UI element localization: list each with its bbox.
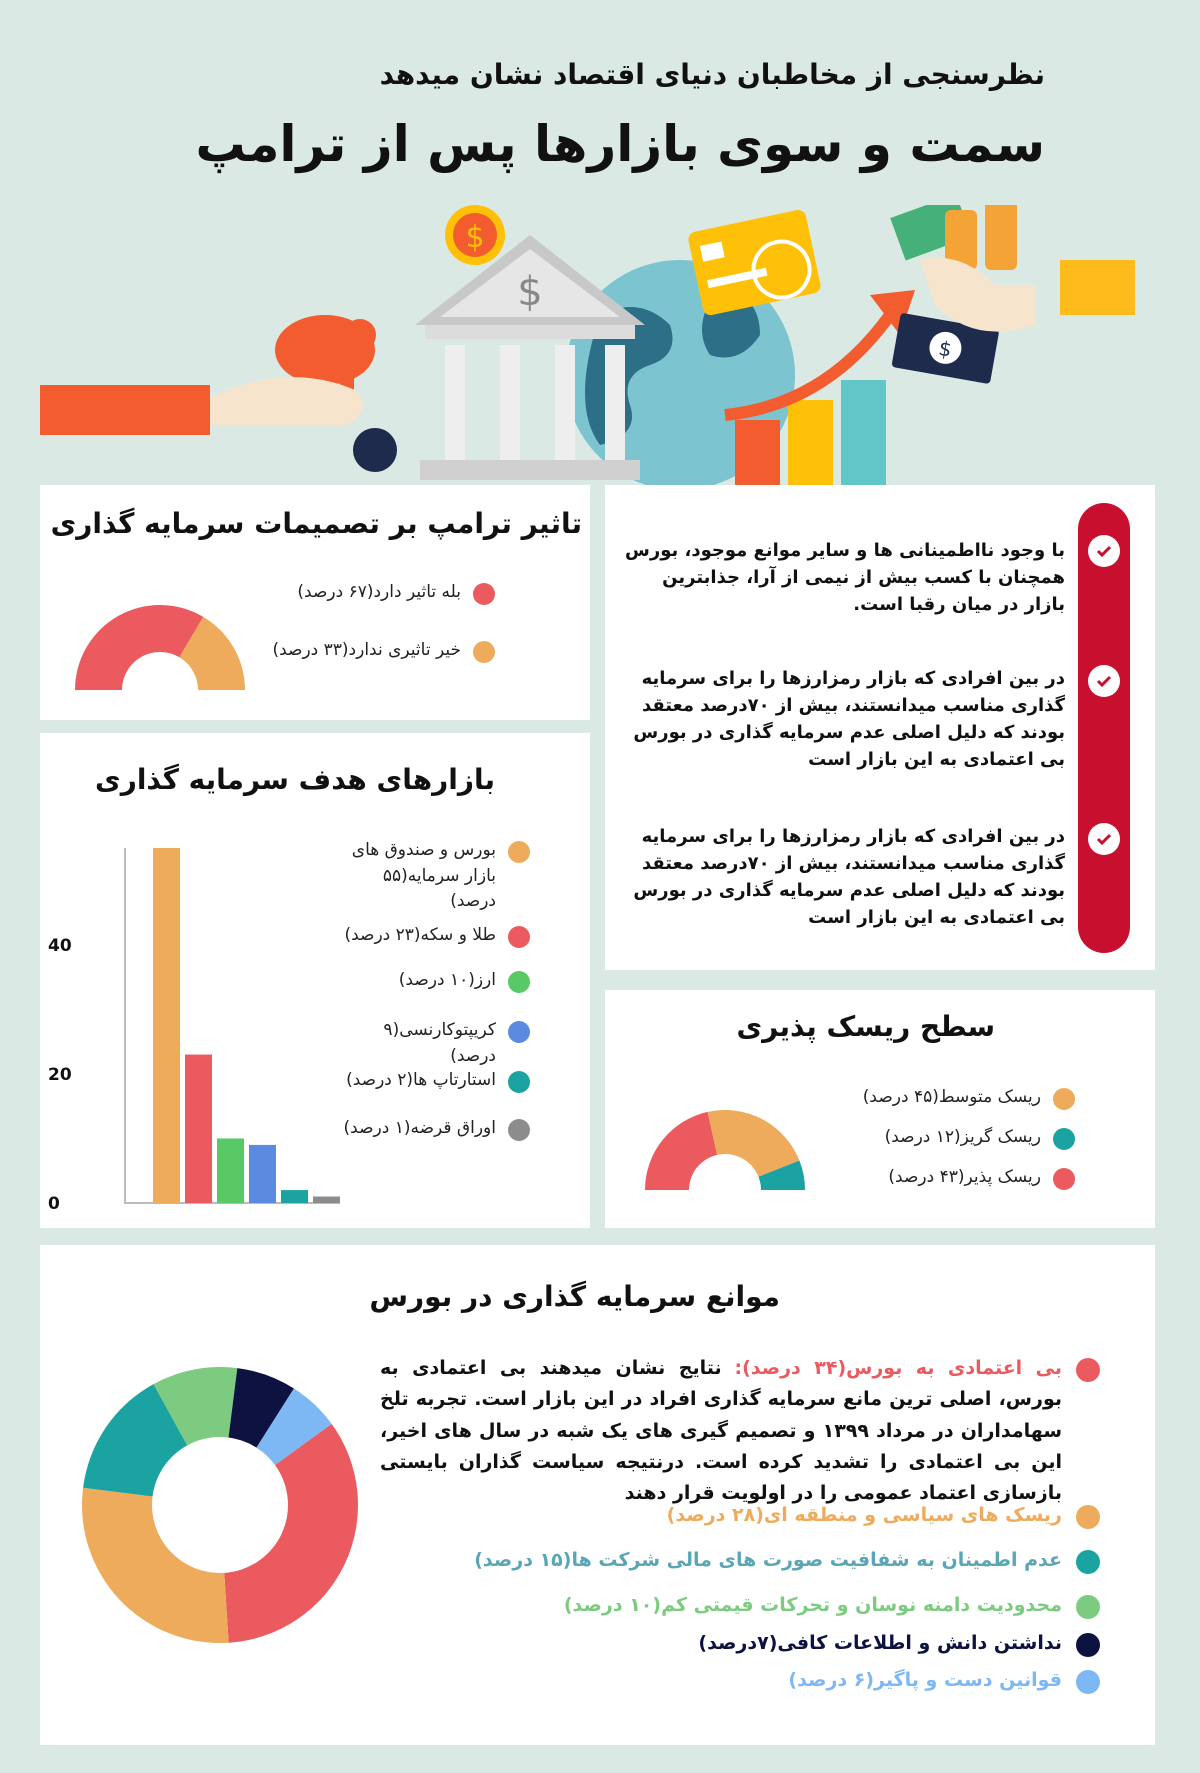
points-ribbon — [1078, 503, 1130, 953]
legend-dot — [473, 641, 495, 663]
legend-label: قوانین دست و پاگیر(۶ درصد) — [788, 1669, 1062, 1691]
growth-bar — [788, 400, 833, 485]
bank-icon — [415, 235, 645, 480]
bar — [249, 1145, 276, 1203]
legend-item: خیر تاثیری ندارد(۳۳ درصد) — [272, 638, 495, 664]
target-markets-chart — [40, 823, 340, 1223]
bar — [217, 1138, 244, 1203]
legend-dot — [1076, 1550, 1100, 1574]
bar — [185, 1055, 212, 1203]
risk-title: سطح ریسک پذیری — [736, 1010, 995, 1043]
legend-label: ارز(۱۰ درصد) — [398, 970, 496, 990]
legend-label: استارتاپ ها(۲ درصد) — [346, 1070, 496, 1090]
donut-slice — [224, 1424, 358, 1643]
legend-item — [340, 968, 530, 994]
legend-item: ریسک متوسط(۴۵ درصد) — [863, 1085, 1075, 1111]
svg-text:$: $ — [517, 269, 543, 315]
hand-icon — [920, 258, 1135, 332]
risk-chart — [640, 1100, 810, 1195]
legend-label: طلا و سکه(۲۳ درصد) — [344, 925, 496, 945]
legend-dot — [1076, 1670, 1100, 1694]
svg-text:$: $ — [936, 335, 954, 362]
legend-dot — [1076, 1633, 1100, 1657]
obstacle-item — [788, 1665, 1100, 1696]
subtitle: نظرسنجی از مخاطبان دنیای اقتصاد نشان میدهد — [379, 58, 1045, 91]
obstacle-item — [564, 1590, 1100, 1621]
legend-dot — [1053, 1128, 1075, 1150]
target-markets-panel — [40, 733, 590, 1228]
legend-item — [340, 1116, 530, 1142]
legend-dot — [508, 1071, 530, 1093]
trump-impact-panel — [40, 485, 590, 720]
key-point: در بین افرادی که بازار رمزارزها را برای سرمایه گذاری مناسب میدانستند، بیش از ۷۰درصد معتقد بودند که دلیل اصلی عدم سرمایه گذاری در بورس بی اعتمادی به این بازار است — [633, 668, 1065, 770]
legend-dot — [508, 1021, 530, 1043]
check-icon — [1088, 535, 1120, 567]
bar — [281, 1190, 308, 1203]
donut-slice — [82, 1488, 229, 1643]
page-title: سمت و سوی بازارها پس از ترامپ — [195, 115, 1045, 173]
legend-label: نداشتن دانش و اطلاعات کافی(۷درصد) — [698, 1632, 1062, 1654]
legend-dot — [1076, 1505, 1100, 1529]
obstacles-panel — [40, 1245, 1155, 1745]
growth-bar — [841, 380, 886, 485]
obstacle-item: بی اعتمادی به بورس(۳۴ درصد): نتایج نشان میدهند بی اعتمادی به بورس، اصلی ترین مانع سرمایه گذاری افراد در این بازار است. تجربه تلخ سهامداران در مرداد ۱۳۹۹ و تصمیم گیری های یک شبه در سال های اخیر، این بی اعتمادی را تشدید کرده است. درنتیجه سیاست گذاران بایستی بازسازی اعتماد عمومی را در اولویت قرار دهند — [380, 1353, 1100, 1510]
pie-slice — [75, 605, 203, 690]
hero-illustration — [40, 205, 1170, 485]
legend-dot — [508, 841, 530, 863]
key-points-panel — [605, 485, 1155, 970]
key-point: با وجود نااطمینانی ها و سایر موانع موجود، بورس همچنان با کسب بیش از نیمی از آرا، جذابترین بازار در میان رقبا است. — [625, 540, 1065, 615]
legend-label: ریسک های سیاسی و منطقه ای(۲۸ درصد) — [666, 1504, 1062, 1526]
legend-dot — [1076, 1358, 1100, 1382]
legend-item — [340, 838, 530, 915]
hand-icon — [205, 377, 363, 425]
key-point: در بین افرادی که بازار رمزارزها را برای سرمایه گذاری مناسب میدانستند، بیش از ۷۰درصد معتقد بودند که دلیل اصلی عدم سرمایه گذاری در بورس بی اعتمادی به این بازار است — [633, 826, 1065, 928]
obstacle-item — [698, 1628, 1100, 1659]
legend-item: ریسک پذیر(۴۳ درصد) — [888, 1165, 1075, 1191]
obstacle-item — [667, 1500, 1100, 1531]
legend-dot — [473, 583, 495, 605]
legend-label: محدودیت دامنه نوسان و تحرکات قیمتی کم(۱۰ درصد) — [563, 1594, 1062, 1616]
growth-bar — [735, 420, 780, 485]
legend-item — [340, 1068, 530, 1094]
y-tick-label: 0 — [48, 1194, 60, 1214]
y-tick-label: 40 — [48, 935, 72, 956]
dollar-coin-icon — [445, 205, 505, 265]
target-markets-title: بازارهای هدف سرمایه گذاری — [95, 763, 495, 796]
credit-card-icon — [687, 209, 822, 317]
risk-panel — [605, 990, 1155, 1228]
legend-item — [340, 923, 530, 949]
legend-label: اوراق قرضه(۱ درصد) — [343, 1118, 496, 1138]
y-tick-label: 20 — [48, 1064, 72, 1085]
svg-text:$: $ — [465, 220, 485, 255]
legend-dot — [508, 971, 530, 993]
legend-item: بله تاثیر دارد(۶۷ درصد) — [297, 580, 495, 606]
obstacles-chart — [80, 1365, 360, 1645]
bar — [313, 1197, 340, 1203]
legend-label: کریپتوکارنسی(۹ درصد) — [383, 1020, 496, 1066]
obstacles-title: موانع سرمایه گذاری در بورس — [369, 1280, 780, 1313]
legend-dot — [1076, 1595, 1100, 1619]
legend-dot — [508, 1119, 530, 1141]
check-icon — [1088, 665, 1120, 697]
obstacle-item — [474, 1545, 1100, 1576]
trump-impact-title: تاثیر ترامپ بر تصمیمات سرمایه گذاری — [50, 507, 582, 540]
legend-label: بورس و صندوق های بازار سرمایه(۵۵ درصد) — [351, 840, 496, 911]
trump-impact-chart — [70, 595, 250, 695]
pie-slice — [645, 1112, 717, 1190]
legend-dot — [1053, 1088, 1075, 1110]
legend-dot — [1053, 1168, 1075, 1190]
bar — [153, 848, 180, 1203]
legend-item: ریسک گریز(۱۲ درصد) — [885, 1125, 1075, 1151]
legend-item — [340, 1018, 530, 1069]
legend-label: عدم اطمینان به شفافیت صورت های مالی شرکت ها(۱۵ درصد) — [474, 1549, 1062, 1571]
check-icon — [1088, 823, 1120, 855]
legend-dot — [508, 926, 530, 948]
